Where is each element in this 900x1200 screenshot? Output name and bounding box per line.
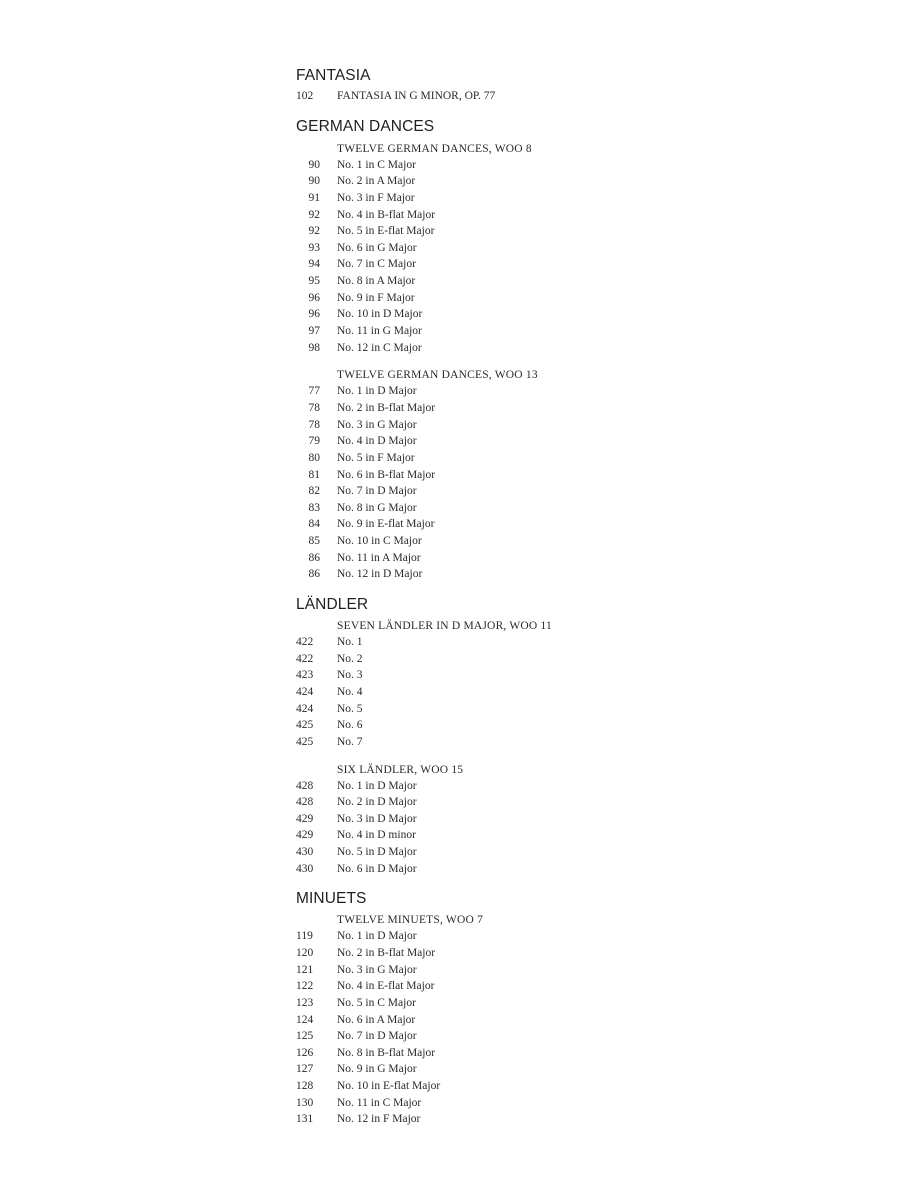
page-number: 94 [308, 258, 320, 271]
toc-section [296, 117, 856, 583]
entry-title: No. 11 in C Major [337, 1096, 422, 1109]
toc-entry[interactable] [296, 273, 856, 290]
group-title: SEVEN LÄNDLER IN D MAJOR, WOO 11 [337, 620, 552, 633]
toc-group [296, 912, 856, 1128]
page-number: 78 [308, 401, 320, 414]
toc-entry[interactable] [296, 207, 856, 224]
toc-entry[interactable] [296, 734, 856, 751]
page-number: 96 [308, 291, 320, 304]
toc-entry[interactable] [296, 417, 856, 434]
section-heading: GERMAN DANCES [296, 117, 435, 135]
toc-entry[interactable] [296, 1078, 856, 1095]
entry-title: No. 1 in D Major [337, 779, 417, 792]
toc-entry[interactable] [296, 516, 856, 533]
entry-title: No. 4 in E-flat Major [337, 980, 435, 993]
toc-entry[interactable] [296, 844, 856, 861]
page-number: 120 [296, 946, 314, 959]
entry-title: No. 5 in D Major [337, 846, 417, 859]
page-number: 98 [308, 341, 320, 354]
entry-title: No. 1 [337, 636, 363, 649]
section-heading: MINUETS [296, 890, 367, 908]
toc-entry[interactable] [296, 433, 856, 450]
page-number: 79 [308, 435, 320, 448]
toc-entry[interactable] [296, 945, 856, 962]
toc-entry[interactable] [296, 467, 856, 484]
page-number: 130 [296, 1096, 314, 1109]
page-number: 121 [296, 963, 314, 976]
page-number: 122 [296, 980, 314, 993]
page-number: 96 [308, 308, 320, 321]
entry-title: No. 11 in A Major [337, 551, 421, 564]
page-number: 90 [308, 158, 320, 171]
entry-title: No. 7 in D Major [337, 1030, 417, 1043]
page-number: 95 [308, 275, 320, 288]
toc-group [296, 367, 856, 583]
toc-entry[interactable] [296, 88, 856, 105]
page-number: 102 [296, 90, 314, 102]
toc-entry[interactable] [296, 450, 856, 467]
entry-title: No. 1 in D Major [337, 930, 417, 943]
section-heading: FANTASIA [296, 67, 371, 84]
toc-entry[interactable] [296, 667, 856, 684]
entry-title: No. 4 in B-flat Major [337, 208, 436, 221]
entry-title: No. 2 in A Major [337, 175, 416, 188]
toc-group [296, 762, 856, 878]
toc-entry[interactable] [296, 240, 856, 257]
page-number: 430 [296, 846, 314, 859]
entry-title: No. 12 in D Major [337, 568, 423, 581]
group-title: TWELVE GERMAN DANCES, WOO 8 [337, 142, 532, 155]
page-number: 82 [308, 485, 320, 498]
page-number: 422 [296, 636, 314, 649]
entry-title: No. 3 in D Major [337, 812, 417, 825]
page-number: 119 [296, 930, 313, 943]
entry-title: No. 4 [337, 685, 363, 698]
page-number: 91 [308, 191, 320, 204]
page-number: 424 [296, 702, 314, 715]
entry-title: No. 3 in G Major [337, 418, 417, 431]
entry-title: No. 4 in D Major [337, 435, 417, 448]
toc-entry[interactable] [296, 1111, 856, 1128]
entry-title: No. 1 in C Major [337, 158, 416, 171]
toc-entry[interactable] [296, 1045, 856, 1062]
page-number: 83 [308, 501, 320, 514]
page-number: 125 [296, 1030, 314, 1043]
entry-title: No. 6 in D Major [337, 862, 417, 875]
page-number: 430 [296, 862, 314, 875]
entry-title: No. 11 in G Major [337, 325, 422, 338]
toc-entry[interactable] [296, 1012, 856, 1029]
toc-entry[interactable] [296, 827, 856, 844]
toc-group [296, 618, 856, 750]
toc-entry[interactable] [296, 500, 856, 517]
toc-entry[interactable] [296, 340, 856, 357]
entry-title: No. 6 [337, 719, 363, 732]
page-number: 77 [308, 385, 320, 398]
page-number: 131 [296, 1113, 314, 1126]
table-of-contents [296, 66, 856, 1128]
toc-entry[interactable] [296, 483, 856, 500]
entry-title: No. 6 in A Major [337, 1013, 416, 1026]
entry-title: No. 12 in F Major [337, 1113, 421, 1126]
entry-title: No. 10 in D Major [337, 308, 423, 321]
page-number: 78 [308, 418, 320, 431]
page-number: 126 [296, 1046, 314, 1059]
toc-entry[interactable] [296, 550, 856, 567]
page-number: 429 [296, 829, 314, 842]
page-number: 124 [296, 1013, 314, 1026]
entry-title: No. 8 in A Major [337, 275, 416, 288]
toc-section [296, 889, 856, 1128]
toc-entry[interactable] [296, 717, 856, 734]
page-number: 128 [296, 1080, 314, 1093]
toc-entry[interactable] [296, 383, 856, 400]
toc-entry[interactable] [296, 978, 856, 995]
page-number: 92 [308, 208, 320, 221]
toc-entry[interactable] [296, 533, 856, 550]
page-number: 80 [308, 451, 320, 464]
toc-entry[interactable] [296, 1095, 856, 1112]
toc-entry[interactable] [296, 995, 856, 1012]
toc-entry[interactable] [296, 323, 856, 340]
entry-title: No. 4 in D minor [337, 829, 416, 842]
toc-entry[interactable] [296, 794, 856, 811]
entry-title: No. 8 in B-flat Major [337, 1046, 436, 1059]
section-heading: LÄNDLER [296, 596, 369, 614]
group-title: TWELVE MINUETS, WOO 7 [337, 914, 484, 927]
entry-title: No. 2 [337, 652, 363, 665]
entry-title: No. 7 in C Major [337, 258, 416, 271]
page-number: 429 [296, 812, 314, 825]
entry-title: No. 10 in E-flat Major [337, 1080, 441, 1093]
toc-entry[interactable] [296, 778, 856, 795]
toc-group [296, 88, 856, 105]
entry-title: No. 5 in C Major [337, 996, 416, 1009]
entry-title: No. 5 in E-flat Major [337, 225, 435, 238]
entry-title: No. 3 in F Major [337, 191, 415, 204]
page-number: 428 [296, 779, 314, 792]
page-number: 97 [308, 325, 320, 338]
toc-entry[interactable] [296, 173, 856, 190]
page-number: 84 [308, 518, 320, 531]
entry-title: FANTASIA IN G MINOR, OP. 77 [337, 90, 496, 102]
entry-title: No. 6 in B-flat Major [337, 468, 436, 481]
toc-entry[interactable] [296, 684, 856, 701]
toc-entry[interactable] [296, 306, 856, 323]
toc-entry[interactable] [296, 1061, 856, 1078]
entry-title: No. 8 in G Major [337, 501, 417, 514]
toc-entry[interactable] [296, 256, 856, 273]
toc-entry[interactable] [296, 1028, 856, 1045]
page-number: 127 [296, 1063, 314, 1076]
page-number: 86 [308, 551, 320, 564]
toc-entry[interactable] [296, 861, 856, 878]
entry-title: No. 9 in F Major [337, 291, 415, 304]
page-number: 423 [296, 669, 314, 682]
toc-entry[interactable] [296, 190, 856, 207]
entry-title: No. 2 in D Major [337, 796, 417, 809]
page-number: 90 [308, 175, 320, 188]
entry-title: No. 9 in G Major [337, 1063, 417, 1076]
entry-title: No. 5 [337, 702, 363, 715]
page-number: 86 [308, 568, 320, 581]
entry-title: No. 10 in C Major [337, 535, 422, 548]
entry-title: No. 9 in E-flat Major [337, 518, 435, 531]
toc-entry[interactable] [296, 400, 856, 417]
page-number: 425 [296, 735, 314, 748]
toc-entry[interactable] [296, 962, 856, 979]
entry-title: No. 3 [337, 669, 363, 682]
entry-title: No. 2 in B-flat Major [337, 946, 436, 959]
entry-title: No. 2 in B-flat Major [337, 401, 436, 414]
group-title: TWELVE GERMAN DANCES, WOO 13 [337, 369, 538, 382]
page-number: 123 [296, 996, 314, 1009]
toc-section [296, 66, 856, 105]
toc-entry[interactable] [296, 928, 856, 945]
toc-entry[interactable] [296, 811, 856, 828]
toc-section [296, 595, 856, 877]
toc-entry[interactable] [296, 634, 856, 651]
entry-title: No. 5 in F Major [337, 451, 415, 464]
toc-entry[interactable] [296, 651, 856, 668]
entry-title: No. 3 in G Major [337, 963, 417, 976]
page-number: 81 [308, 468, 320, 481]
toc-entry[interactable] [296, 157, 856, 174]
entry-title: No. 12 in C Major [337, 341, 422, 354]
entry-title: No. 6 in G Major [337, 241, 417, 254]
page-number: 92 [308, 225, 320, 238]
entry-title: No. 1 in D Major [337, 385, 417, 398]
entry-title: No. 7 in D Major [337, 485, 417, 498]
toc-group [296, 141, 856, 357]
group-title: SIX LÄNDLER, WOO 15 [337, 763, 464, 776]
toc-entry[interactable] [296, 701, 856, 718]
toc-entry[interactable] [296, 290, 856, 307]
toc-entry[interactable] [296, 566, 856, 583]
toc-entry[interactable] [296, 223, 856, 240]
page-number: 85 [308, 535, 320, 548]
page-number: 93 [308, 241, 320, 254]
page-number: 422 [296, 652, 314, 665]
page-number: 428 [296, 796, 314, 809]
entry-title: No. 7 [337, 735, 363, 748]
page-number: 424 [296, 685, 314, 698]
page-number: 425 [296, 719, 314, 732]
